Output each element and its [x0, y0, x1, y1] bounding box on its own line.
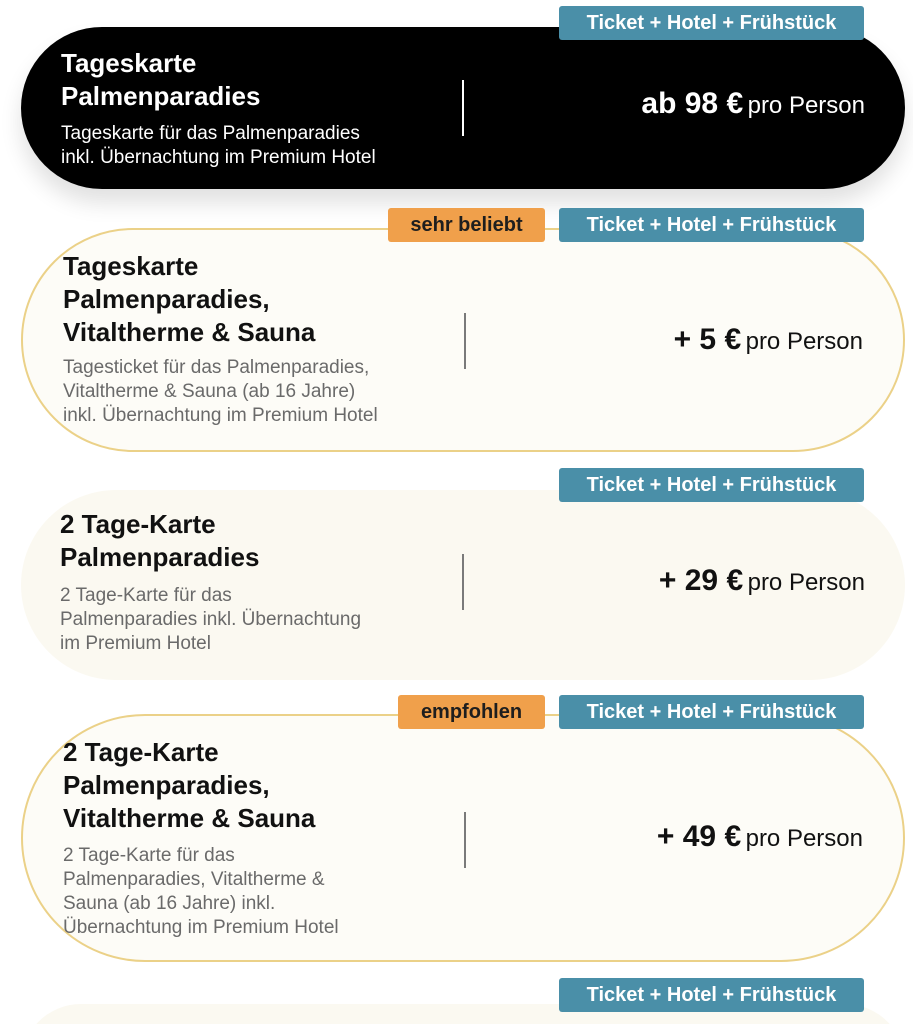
package-badge: Ticket + Hotel + Frühstück	[559, 695, 864, 729]
price-amount: ab 98 €	[641, 87, 744, 120]
offer-card-two-day-ticket-sauna[interactable]	[21, 714, 905, 962]
package-badge: Ticket + Hotel + Frühstück	[559, 978, 864, 1012]
offer-title: Tageskarte Palmenparadies	[61, 48, 261, 111]
offer-description: Tagesticket für das Palmenparadies, Vitaltherme & Sauna (ab 16 Jahre) inkl. Übernachtung im Premium Hotel	[63, 357, 378, 426]
offer-price	[657, 820, 863, 854]
offer-card-two-day-ticket[interactable]	[21, 490, 905, 680]
offer-divider	[462, 554, 464, 610]
offer-price	[641, 87, 865, 121]
price-unit: pro Person	[747, 92, 865, 119]
offer-divider	[464, 812, 466, 868]
offer-card-day-ticket-sauna[interactable]	[21, 228, 905, 452]
package-badge: Ticket + Hotel + Frühstück	[559, 208, 864, 242]
offer-description: 2 Tage-Karte für das Palmenparadies inkl. Übernachtung im Premium Hotel	[60, 585, 362, 654]
package-badge: Ticket + Hotel + Frühstück	[559, 6, 864, 40]
package-badge: Ticket + Hotel + Frühstück	[559, 468, 864, 502]
offer-title: 2 Tage-Karte Palmenparadies	[60, 509, 260, 572]
price-unit: pro Person	[747, 569, 865, 596]
offer-description: 2 Tage-Karte für das Palmenparadies, Vitaltherme & Sauna (ab 16 Jahre) inkl. Übernachtung im Premium Hotel	[63, 845, 339, 938]
offer-price	[659, 564, 865, 598]
price-amount: + 49 €	[656, 820, 742, 853]
offer-price	[674, 323, 863, 357]
price-unit: pro Person	[745, 825, 863, 852]
price-amount: + 5 €	[673, 323, 742, 356]
offer-divider	[462, 80, 464, 136]
recommended-badge: empfohlen	[398, 695, 545, 729]
price-unit: pro Person	[745, 328, 863, 355]
offer-title: 2 Tage-Karte Palmenparadies, Vitaltherme & Sauna	[63, 737, 316, 833]
offer-description: Tageskarte für das Palmenparadies inkl. Übernachtung im Premium Hotel	[61, 123, 376, 168]
offer-card-day-ticket[interactable]	[21, 27, 905, 189]
price-amount: + 29 €	[658, 564, 744, 597]
offer-divider	[464, 313, 466, 369]
offer-title: Tageskarte Palmenparadies, Vitaltherme & Sauna	[63, 251, 316, 347]
popular-badge: sehr beliebt	[388, 208, 545, 242]
